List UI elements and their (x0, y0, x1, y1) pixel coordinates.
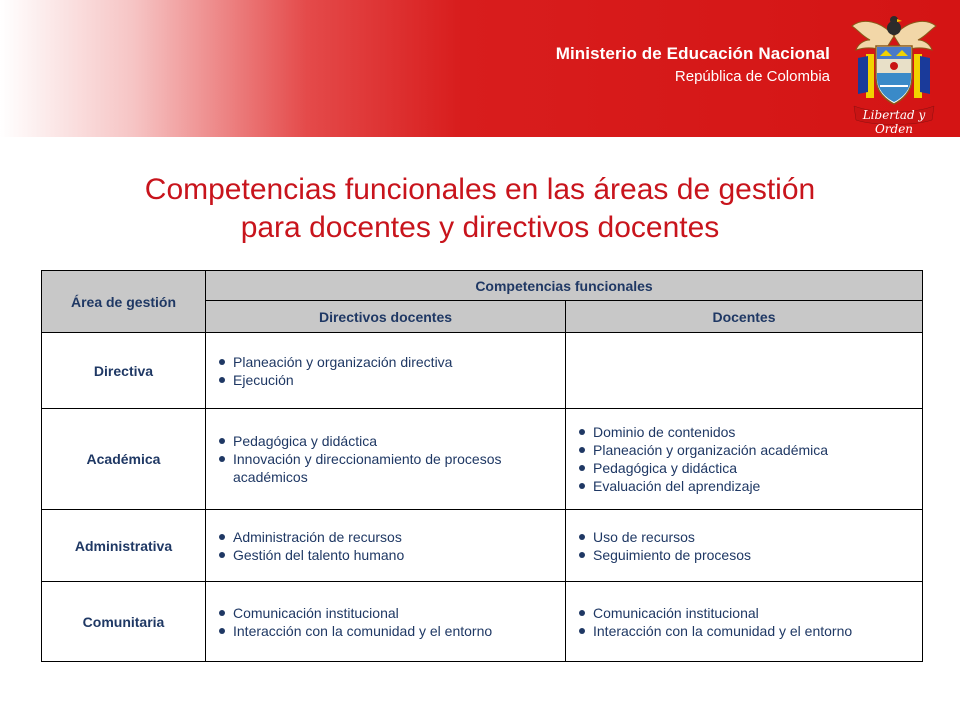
title-line-2: para docentes y directivos docentes (240, 211, 720, 244)
table-row (42, 333, 923, 409)
docentes-cell (566, 582, 923, 662)
directivos-cell (206, 333, 566, 409)
list-item: Planeación y organización directiva (216, 353, 557, 371)
list-item: Uso de recursos (576, 528, 914, 546)
title-line-1: Competencias funcionales en las áreas de gestión (144, 173, 816, 206)
table-header-row (42, 271, 923, 301)
directivos-cell (206, 409, 566, 510)
table-row (42, 582, 923, 662)
table-row (42, 510, 923, 582)
competency-list (216, 432, 557, 486)
docentes-cell (566, 409, 923, 510)
list-item: Innovación y direccionamiento de procesos académicos (216, 450, 557, 486)
list-item: Pedagógica y didáctica (576, 459, 914, 477)
country-name: República de Colombia (674, 68, 830, 85)
area-label: Académica (42, 409, 206, 510)
list-item: Comunicación institucional (216, 604, 557, 622)
list-item: Pedagógica y didáctica (216, 432, 557, 450)
competency-list (576, 423, 914, 495)
list-item: Interacción con la comunidad y el entorno (576, 622, 914, 640)
list-item: Evaluación del aprendizaje (576, 477, 914, 495)
competencias-table (41, 270, 923, 662)
competency-list (216, 604, 557, 640)
area-label: Administrativa (42, 510, 206, 582)
directivos-cell (206, 582, 566, 662)
docentes-cell (566, 333, 923, 409)
motto-text: Libertad y Orden (862, 108, 926, 136)
header-banner (0, 0, 960, 137)
list-item: Gestión del talento humano (216, 546, 557, 564)
header-docentes: Docentes (566, 301, 923, 333)
list-item: Administración de recursos (216, 528, 557, 546)
list-item: Planeación y organización académica (576, 441, 914, 459)
list-item: Dominio de contenidos (576, 423, 914, 441)
area-label: Comunitaria (42, 582, 206, 662)
competency-list (576, 604, 914, 640)
list-item: Interacción con la comunidad y el entorno (216, 622, 557, 640)
ministry-block (556, 44, 830, 85)
docentes-cell (566, 510, 923, 582)
competency-list (576, 528, 914, 564)
table-row (42, 409, 923, 510)
header-competencias: Competencias funcionales (206, 271, 923, 301)
competency-list (216, 528, 557, 564)
list-item: Comunicación institucional (576, 604, 914, 622)
list-item: Seguimiento de procesos (576, 546, 914, 564)
list-item: Ejecución (216, 371, 557, 389)
header-directivos: Directivos docentes (206, 301, 566, 333)
area-label: Directiva (42, 333, 206, 409)
competency-list (216, 353, 557, 389)
page-title (40, 171, 920, 247)
header-area: Área de gestión (42, 271, 206, 333)
directivos-cell (206, 510, 566, 582)
ministry-name: Ministerio de Educación Nacional (555, 44, 830, 63)
